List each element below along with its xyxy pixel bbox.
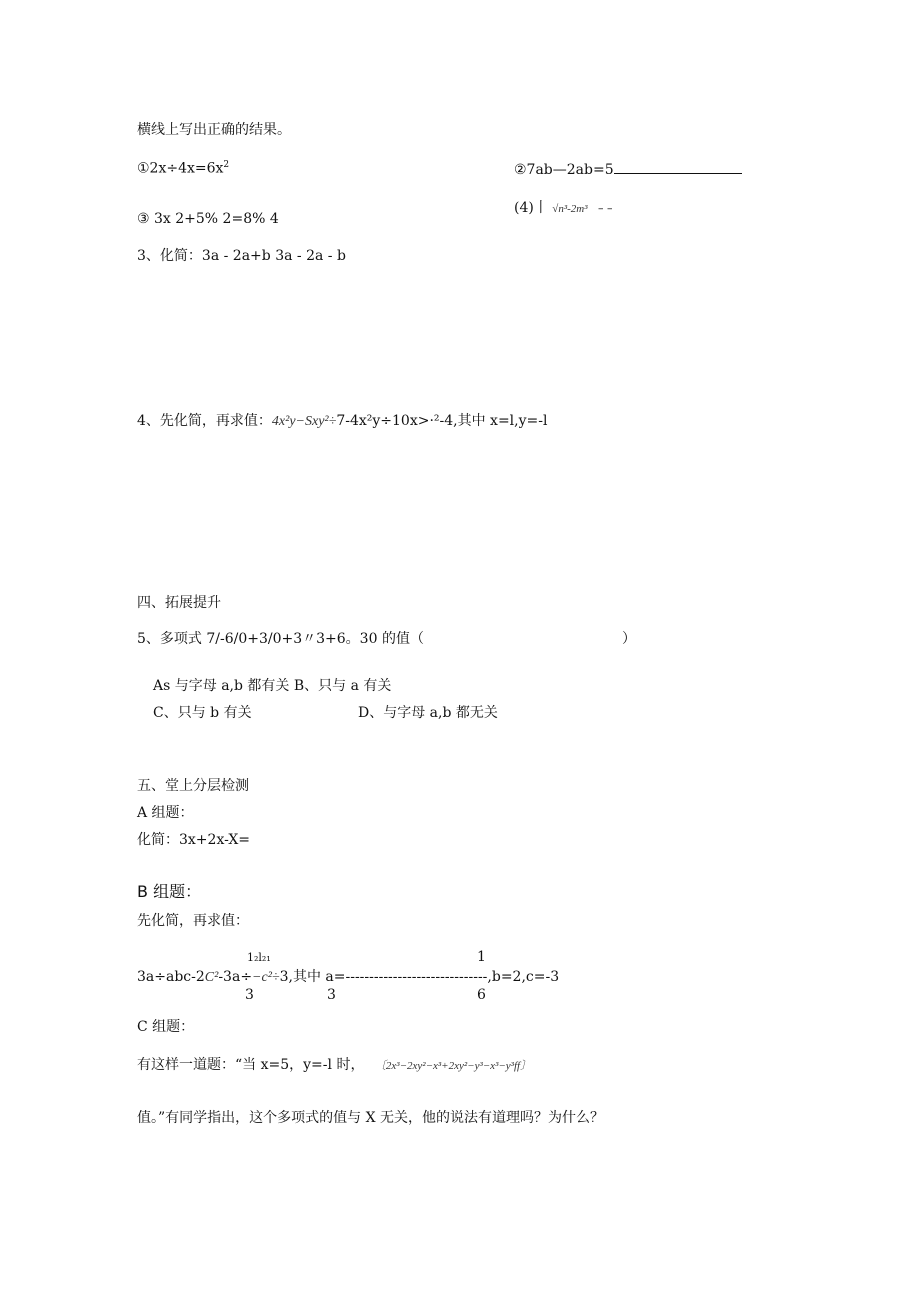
group-a-label: A 组题： xyxy=(137,805,194,821)
group-c-label: C 组题： xyxy=(137,1019,195,1035)
cut-off-line-text: 3、化简：3a - 2a+b 3a - 2a - b xyxy=(137,248,346,264)
question-5-options-line1: As 与字母 a,b 都有关 B、只与 a 有关 xyxy=(153,678,392,694)
item-1 xyxy=(137,161,229,176)
intro-text: 横线上写出正确的结果。 xyxy=(137,122,291,138)
item-4-body: √n³-2m³ xyxy=(552,203,588,215)
question-5-option-c: C、只与 b 有关 xyxy=(153,705,252,721)
fraction-bottom-2: 3 xyxy=(327,987,336,1003)
question-5-close: ） xyxy=(622,631,636,647)
item-1-exponent: 2 xyxy=(223,160,230,170)
question-5-option-d: D、与字母 a,b 都无关 xyxy=(358,705,498,721)
section-4-title: 四、拓展提升 xyxy=(137,595,221,611)
question-4-expr-rest: 7-4x²y÷10x>·²-4,其中 x=l,y=-l xyxy=(336,413,548,429)
group-b-label: B 组题： xyxy=(137,882,202,901)
group-c-expression: 〔2x³−2xy²−x³+2xy²−y³−x³−y³ff〕 xyxy=(374,1060,532,1072)
fraction-bottom-3: 6 xyxy=(477,987,486,1003)
fraction-top-2: 1 xyxy=(477,949,486,965)
item-2 xyxy=(514,161,742,177)
group-b-instruction: 先化简，再求值： xyxy=(137,913,249,929)
group-a-simplify: 化简：3x+2x-X= xyxy=(137,832,251,848)
group-c-text: 有这样一道题：“当 x=5，y=-l 时， xyxy=(137,1057,365,1073)
expr-dashes: ------------------------------ xyxy=(345,969,488,985)
item-2-text: ②7ab—2ab=5 xyxy=(514,162,614,178)
section-5-title: 五、堂上分层检测 xyxy=(137,778,249,794)
question-4 xyxy=(137,414,547,429)
question-5: 5、多项式 7/-6/0+3/0+3〃3+6。30 的值（ xyxy=(137,631,424,647)
fraction-top-1: 1₂l₂₁ xyxy=(247,951,271,964)
group-c-final: 值。”有同学指出，这个多项式的值与 X 无关，他的说法有道理吗？为什么？ xyxy=(137,1110,605,1126)
cut-off-line xyxy=(137,248,377,264)
question-4-expr-italic: 4x²y−Sxy²÷ xyxy=(271,414,337,429)
item-3: ③ 3x 2+5% 2=8% 4 xyxy=(137,211,279,227)
fraction-bottom-1: 3 xyxy=(245,987,254,1003)
question-4-label: 4、先化简，再求值： xyxy=(137,413,272,429)
group-b-expression xyxy=(137,970,559,985)
group-c-question xyxy=(137,1058,531,1072)
expr-tail: ,b=2,c=-3 xyxy=(487,969,560,985)
item-2-blank xyxy=(614,161,742,174)
item-4 xyxy=(514,201,613,215)
item-4-tail: – – xyxy=(598,202,613,215)
item-1-text: ①2x÷4x=6x xyxy=(137,160,224,177)
item-4-prefix: (4)丨 xyxy=(514,200,548,216)
expr-main: 3a÷abc-2 xyxy=(137,969,205,985)
expr-c2b: −c²÷ xyxy=(252,970,280,985)
expr-mid: -3a÷ xyxy=(218,969,253,985)
expr-end: 3,其中 a= xyxy=(279,969,346,985)
expr-c2: C² xyxy=(204,970,219,985)
